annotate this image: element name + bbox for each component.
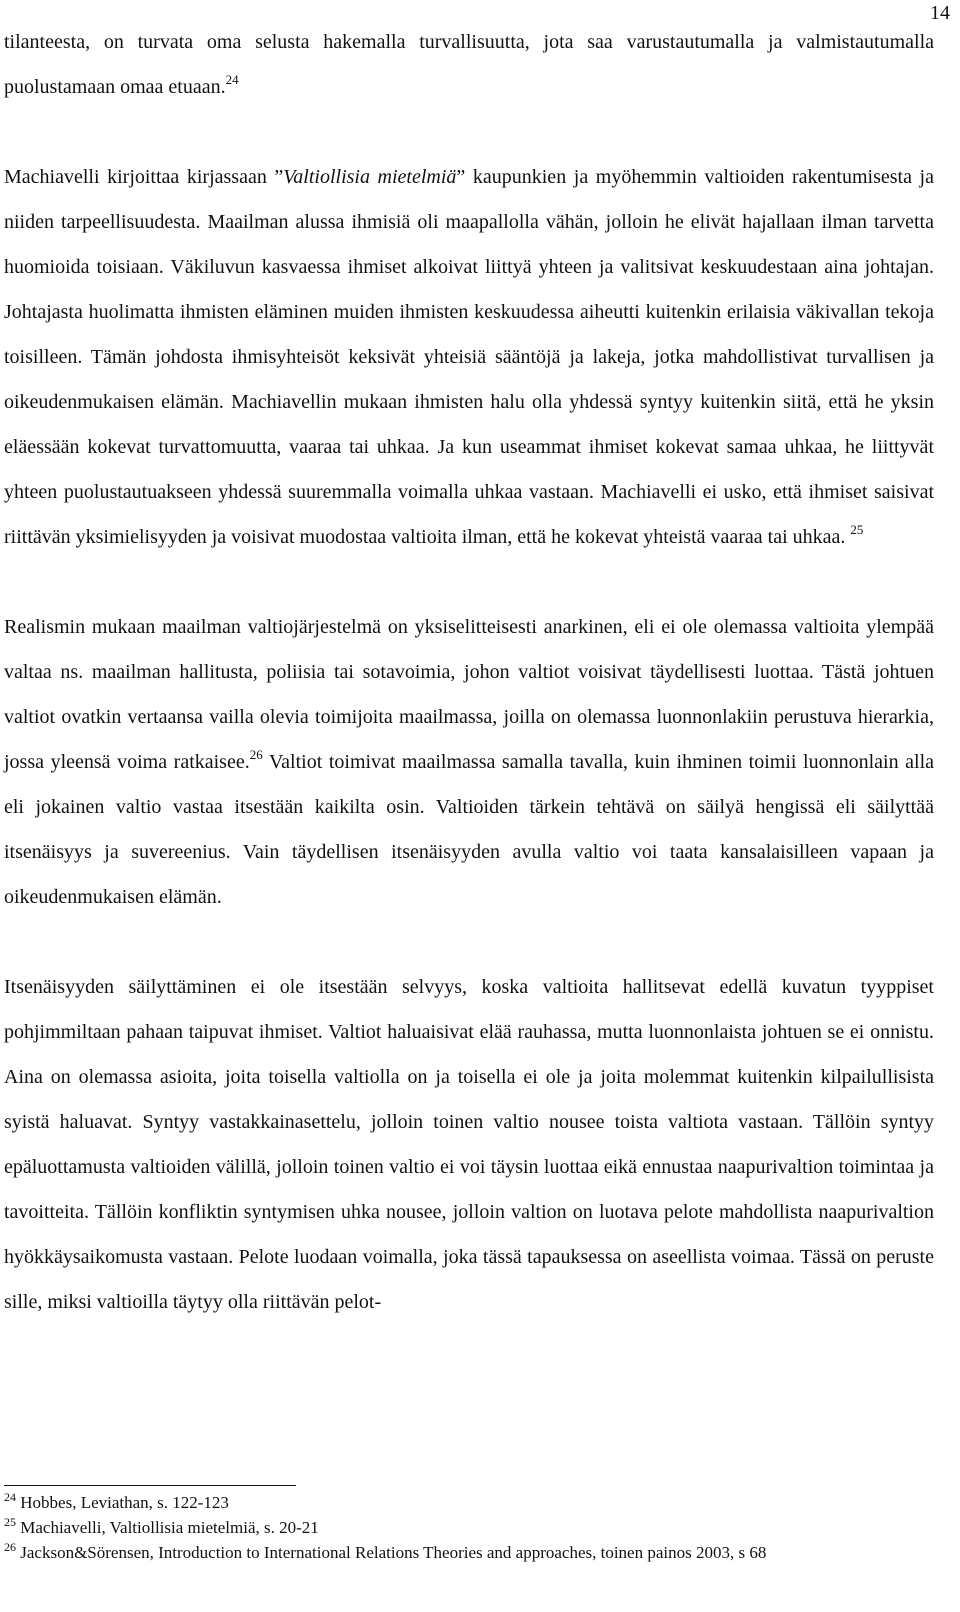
paragraph-1: [4, 20, 934, 110]
paragraph-text: Valtiot toimivat maailmassa samalla tavalla, kuin ihminen toimii luonnonlain alla eli jokainen valtio vastaa itsestään kaikilta osin. Valtioiden tärkein tehtävä on säilyä hengissä eli säilyttää itsenäisyys ja suvereenius. Vain täydellisen itsenäisyyden avulla valtio voi taata kansalaisilleen vapaan ja oikeudenmukaisen elämän.: [4, 751, 934, 908]
footnote-separator: [4, 1485, 296, 1486]
paragraph-text: Realismin mukaan maailman valtiojärjestelmä on yksiselitteisesti anarkinen, eli ei ole olemassa valtioita ylempää valtaa ns. maailman hallitusta, poliisia tai sotavoimia, johon valtiot voisivat täydellisesti luottaa. Tästä johtuen valtiot ovatkin vertaansa vailla olevia toimijoita maailmassa, joilla on olemassa luonnonlakiin perustuva hierarkia, jossa yleensä voima ratkaisee.: [4, 616, 934, 773]
paragraph-2: [4, 155, 934, 560]
footnote-text: Jackson&Sörensen, Introduction to International Relations Theories and approaches, toinen painos 2003, s 68: [20, 1543, 767, 1562]
paragraph-3: [4, 605, 934, 920]
paragraph-text: tilanteesta, on turvata oma selusta hakemalla turvallisuutta, jota saa varustautumalla ja valmistautumalla puolustamaan omaa etuaan.: [4, 31, 934, 98]
footnote-text: Machiavelli, Valtiollisia mietelmiä, s. 20-21: [20, 1518, 319, 1537]
footnote-reference: 24: [225, 72, 239, 87]
footnotes: [4, 1490, 934, 1565]
footnote-reference: 26: [249, 747, 263, 762]
footnote-reference: 25: [850, 522, 864, 537]
paragraph-4: [4, 965, 934, 1325]
body-text: [4, 20, 934, 1325]
footnote-26: [4, 1540, 934, 1565]
footnote-number: 24: [4, 1490, 16, 1504]
paragraph-text: Machiavelli kirjoittaa kirjassaan ”: [4, 166, 284, 188]
paragraph-text: ” kaupunkien ja myöhemmin valtioiden rakentumisesta ja niiden tarpeellisuudesta. Maailman alussa ihmisiä oli maapallolla vähän, jolloin he elivät hajallaan ilman tarvetta huomioida toisiaan. Väkiluvun kasvaessa ihmiset alkoivat liittyä yhteen ja valitsivat keskuudestaan aina johtajan. Johtajasta huolimatta ihmisten eläminen muiden ihmisten keskuudessa aiheutti kuitenkin erilaisia väkivallan tekoja toisilleen. Tämän johdosta ihmisyhteisöt keksivät yhteisiä sääntöjä ja lakeja, jotka mahdollistivat turvallisen ja oikeudenmukaisen elämän. Machiavellin mukaan ihmisten halu olla yhdessä syntyy kuitenkin siitä, että he yksin eläessään kokevat turvattomuutta, vaaraa tai uhkaa. Ja kun useammat ihmiset kokevat samaa uhkaa, he liittyvät yhteen puolustautuakseen yhdessä suuremmalla voimalla uhkaa vastaan. Machiavelli ei usko, että ihmiset saisivat riittävän yksimielisyyden ja voisivat muodostaa valtioita ilman, että he kokevat yhteistä vaaraa tai uhkaa.: [4, 166, 934, 548]
footnote-25: [4, 1515, 934, 1540]
footnote-number: 25: [4, 1515, 16, 1529]
book-title: Valtiollisia mietelmiä: [283, 166, 457, 188]
page-number: 14: [930, 2, 950, 24]
footnote-24: [4, 1490, 934, 1515]
paragraph-text: Itsenäisyyden säilyttäminen ei ole itsestään selvyys, koska valtioita hallitsevat edellä kuvatun tyyppiset pohjimmiltaan pahaan taipuvat ihmiset. Valtiot haluaisivat elää rauhassa, mutta luonnonlaista johtuen se ei onnistu. Aina on olemassa asioita, joita toisella valtiolla on ja toisella ei ole ja joita molemmat kuitenkin kilpailullisista syistä haluavat. Syntyy vastakkainasettelu, jolloin toinen valtio nousee toista valtiota vastaan. Tällöin syntyy epäluottamusta valtioiden välillä, jolloin toinen valtio ei voi täysin luottaa eikä ennustaa naapurivaltion toimintaa ja tavoitteita. Tällöin konfliktin syntymisen uhka nousee, jolloin valtion on luotava pelote mahdollista naapurivaltion hyökkäysaikomusta vastaan. Pelote luodaan voimalla, joka tässä tapauksessa on aseellista voimaa. Tässä on peruste sille, miksi valtioilla täytyy olla riittävän pelot-: [4, 976, 934, 1313]
footnote-number: 26: [4, 1540, 16, 1554]
footnote-text: Hobbes, Leviathan, s. 122-123: [20, 1493, 229, 1512]
